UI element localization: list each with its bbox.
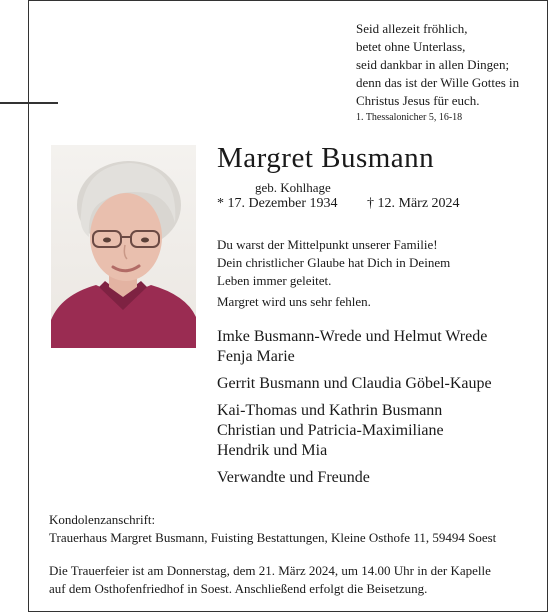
family-group bbox=[217, 401, 492, 461]
mourner-line: Kai-Thomas und Kathrin Busmann bbox=[217, 402, 443, 419]
verse-line: denn das ist der Wille Gottes in bbox=[356, 75, 520, 90]
mourner-line: Imke Busmann-Wrede und Helmut Wrede bbox=[217, 328, 488, 345]
mourner-line: Verwandte und Freunde bbox=[217, 469, 370, 486]
mourners-list bbox=[217, 327, 492, 495]
life-dates bbox=[217, 196, 460, 212]
verse-line: Christus Jesus für euch. bbox=[356, 93, 480, 108]
deceased-name: Margret Busmann bbox=[217, 142, 435, 174]
mourner-line: Christian und Patricia-Maximiliane bbox=[217, 422, 444, 439]
death-date: † 12. März 2024 bbox=[367, 196, 460, 211]
message-line: Du warst der Mittelpunkt unserer Familie! bbox=[217, 237, 438, 252]
verse-line: betet ohne Unterlass, bbox=[356, 39, 466, 54]
service-line: auf dem Osthofenfriedhof in Soest. Anschließend erfolgt die Beisetzung. bbox=[49, 581, 428, 596]
funeral-service-info bbox=[49, 562, 491, 598]
verse-line: seid dankbar in allen Dingen; bbox=[356, 57, 510, 72]
family-group bbox=[217, 327, 492, 367]
missed-line: Margret wird uns sehr fehlen. bbox=[217, 294, 371, 309]
condolence-address bbox=[49, 511, 496, 547]
cross-icon bbox=[0, 102, 58, 104]
mourner-line: Fenja Marie bbox=[217, 348, 295, 365]
bible-verse bbox=[356, 20, 519, 125]
family-group bbox=[217, 374, 492, 394]
mourner-line: Gerrit Busmann und Claudia Göbel-Kaupe bbox=[217, 375, 492, 392]
mourner-line: Hendrik und Mia bbox=[217, 442, 328, 459]
condolence-text: Trauerhaus Margret Busmann, Fuisting Bestattungen, Kleine Osthofe 11, 59494 Soest bbox=[49, 530, 497, 545]
verse-reference: 1. Thessalonicher 5, 16-18 bbox=[356, 112, 463, 123]
farewell-message bbox=[217, 236, 450, 290]
portrait-photo bbox=[51, 145, 196, 348]
message-line: Dein christlicher Glaube hat Dich in Deinem bbox=[217, 255, 451, 270]
birth-name: geb. Kohlhage bbox=[255, 180, 331, 195]
birth-date: * 17. Dezember 1934 bbox=[217, 196, 338, 211]
service-line: Die Trauerfeier ist am Donnerstag, dem 21. März 2024, um 14.00 Uhr in der Kapelle bbox=[49, 563, 491, 578]
message-line: Leben immer geleitet. bbox=[217, 273, 332, 288]
condolence-label: Kondolenzanschrift: bbox=[49, 512, 156, 527]
family-group bbox=[217, 468, 492, 488]
verse-line: Seid allezeit fröhlich, bbox=[356, 21, 468, 36]
